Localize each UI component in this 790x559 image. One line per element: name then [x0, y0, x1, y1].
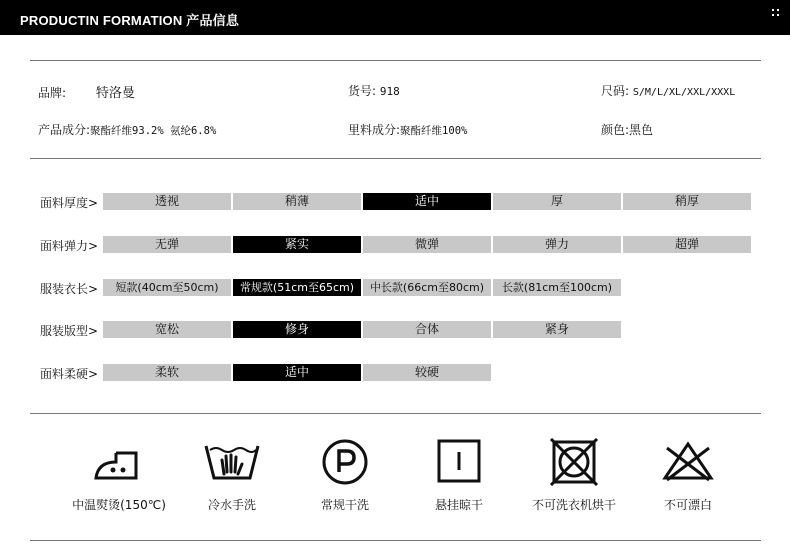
option-thickness-1: 稍薄: [233, 193, 361, 210]
brand-info: [38, 82, 135, 101]
option-softness-0: 柔软: [103, 364, 231, 381]
divider: [30, 413, 761, 414]
size-info: [601, 82, 735, 99]
lining-label: 里料成分:: [348, 123, 401, 137]
option-fit-0: 宽松: [103, 321, 231, 338]
no-bleach-icon: [638, 438, 738, 482]
care-label-hang-dry: 悬挂晾干: [434, 498, 483, 512]
option-thickness-0: 透视: [103, 193, 231, 210]
color-info: [601, 121, 653, 138]
iron-medium-icon: [69, 438, 169, 482]
item-no-info: [348, 82, 400, 99]
divider: [30, 158, 761, 159]
option-elasticity-3: 弹力: [493, 236, 621, 253]
item-no-value: 918: [379, 85, 400, 98]
attr-label-softness: 面料柔硬>: [40, 367, 99, 381]
attr-label-fit: 服装版型>: [40, 324, 99, 338]
grid-dots-icon: [772, 9, 780, 19]
color-label: 颜色:: [601, 123, 630, 137]
composition-value: 聚酯纤维93.2% 氨纶6.8%: [90, 125, 217, 137]
size-value: S/M/L/XL/XXL/XXXL: [632, 87, 736, 98]
divider: [30, 60, 761, 61]
option-fit-3: 紧身: [493, 321, 621, 338]
hang-dry-icon: [409, 438, 509, 484]
attr-label-elasticity: 面料弹力>: [40, 239, 99, 253]
option-elasticity-2: 微弹: [363, 236, 491, 253]
option-length-2: 中长款(66cm至80cm): [363, 279, 491, 296]
lining-info: [348, 121, 467, 138]
option-length-3: 长款(81cm至100cm): [493, 279, 621, 296]
divider: [30, 540, 761, 541]
option-fit-1-selected: 修身: [233, 321, 361, 338]
attr-label-length: 服装衣长>: [40, 282, 99, 296]
header-title: PRODUCTIN FORMATION 产品信息: [20, 13, 240, 28]
option-length-1-selected: 常规款(51cm至65cm): [233, 279, 361, 296]
page-header: [0, 0, 790, 35]
no-tumble-dry-icon: [524, 438, 624, 486]
option-fit-2: 合体: [363, 321, 491, 338]
option-elasticity-1-selected: 紧实: [233, 236, 361, 253]
option-elasticity-4: 超弹: [623, 236, 751, 253]
option-elasticity-0: 无弹: [103, 236, 231, 253]
size-label: 尺码:: [601, 84, 630, 98]
composition-label: 产品成分:: [38, 123, 91, 137]
care-label-no-bleach: 不可漂白: [663, 498, 712, 512]
care-label-no-tumble-dry: 不可洗衣机烘干: [531, 498, 616, 512]
option-thickness-4: 稍厚: [623, 193, 751, 210]
attr-label-thickness: 面料厚度>: [40, 196, 99, 210]
hand-wash-icon: [182, 438, 282, 482]
option-thickness-2-selected: 适中: [363, 193, 491, 210]
item-no-label: 货号:: [348, 84, 377, 98]
option-softness-2: 较硬: [363, 364, 491, 381]
option-length-0: 短款(40cm至50cm): [103, 279, 231, 296]
care-label-dry-clean: 常规干洗: [320, 498, 369, 512]
option-thickness-3: 厚: [493, 193, 621, 210]
lining-value: 聚酯纤维100%: [400, 125, 468, 137]
brand-label: 品牌:: [38, 86, 67, 100]
care-label-hand-wash: 冷水手洗: [207, 498, 256, 512]
care-label-iron: 中温熨烫(150℃): [72, 498, 166, 512]
composition-info: [38, 121, 216, 138]
option-softness-1-selected: 适中: [233, 364, 361, 381]
color-value: 黑色: [629, 123, 654, 137]
brand-value: 特洛曼: [95, 86, 135, 101]
dry-clean-p-icon: [295, 438, 395, 486]
